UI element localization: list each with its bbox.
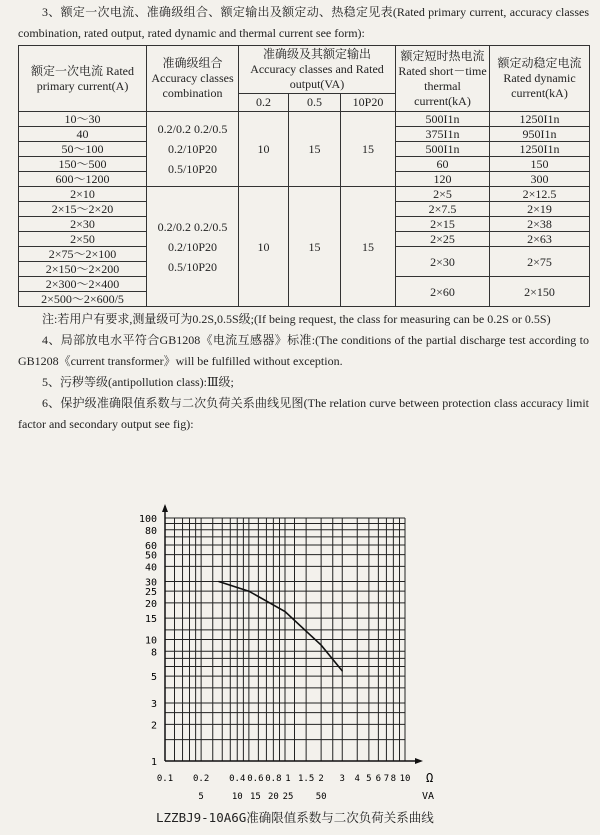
ratings-table xyxy=(18,45,590,307)
y-tick-label: 20 xyxy=(144,598,157,610)
dynamic-cell: 1250I1n xyxy=(490,112,590,127)
dynamic-cell: 2×19 xyxy=(490,202,590,217)
x-tick-label-ohm: 3 xyxy=(339,774,345,784)
output-cell: 10 xyxy=(239,187,289,307)
thermal-cell: 2×30 xyxy=(396,247,490,277)
x-tick-label-va: 20 xyxy=(267,792,279,802)
primary-current-cell: 600～1200 xyxy=(19,172,147,187)
header-primary: 额定一次电流 Rated primary current(A) xyxy=(19,46,147,112)
thermal-cell: 60 xyxy=(396,157,490,172)
primary-current-cell: 2×10 xyxy=(19,187,147,202)
series-point xyxy=(321,644,322,645)
y-tick-label: 30 xyxy=(144,577,157,589)
x-axis-label-ohm: Ω xyxy=(426,771,434,785)
section-3-text: 3、额定一次电流、准确级组合、额定输出及额定动、热稳定见表(Rated primary current, accuracy classes combination, rated output, rated dynamic and thermal current see form): xyxy=(18,5,589,40)
text-flow xyxy=(18,2,589,435)
series-point xyxy=(342,670,343,671)
header-output: 准确级及其额定输出 Accuracy classes and Rated output(VA) xyxy=(239,46,396,94)
x-tick-label-ohm: 0.4 xyxy=(229,774,246,784)
x-tick-label-ohm: 8 xyxy=(390,774,397,784)
x-tick-label-ohm: 6 xyxy=(375,774,382,784)
table-body xyxy=(19,112,590,307)
section-6-text: 6、保护级准确限值系数与二次负荷关系曲线见图(The relation curve between protection class accuracy limit factor and secondary output see fig): xyxy=(18,396,589,431)
thermal-cell: 2×5 xyxy=(396,187,490,202)
primary-current-cell: 2×50 xyxy=(19,232,147,247)
x-tick-label-ohm: 10 xyxy=(399,774,411,784)
series-point xyxy=(248,591,249,592)
y-tick-label: 1 xyxy=(150,757,157,768)
x-axis-arrow-icon xyxy=(415,758,423,764)
table-row xyxy=(19,187,590,202)
section-5-text: 5、污秽等级(antipollution class):Ⅲ级; xyxy=(42,375,234,389)
primary-current-cell: 2×75～2×100 xyxy=(19,247,147,262)
header-class-0.2: 0.2 xyxy=(239,94,289,112)
primary-current-cell: 2×30 xyxy=(19,217,147,232)
x-tick-label-va: 5 xyxy=(198,792,204,802)
x-tick-label-ohm: 0.1 xyxy=(156,774,174,784)
header-combination: 准确级组合 Accuracy classes combination xyxy=(147,46,239,112)
x-tick-label-ohm: 7 xyxy=(383,774,390,784)
header-thermal: 额定短时热电流 Rated short－time thermal current(kA) xyxy=(396,46,490,112)
thermal-cell: 500I1n xyxy=(396,142,490,157)
x-tick-label-ohm: 0.8 xyxy=(265,774,282,784)
primary-current-cell: 2×500～2×600/5 xyxy=(19,292,147,307)
thermal-cell: 375I1n xyxy=(396,127,490,142)
y-tick-label: 10 xyxy=(144,635,157,647)
x-axis-label-va: VA xyxy=(422,791,435,802)
y-tick-label: 25 xyxy=(144,587,157,599)
y-tick-label: 40 xyxy=(144,562,157,574)
thermal-cell: 2×15 xyxy=(396,217,490,232)
y-axis-arrow-icon xyxy=(162,504,168,512)
accuracy-limit-chart xyxy=(0,500,600,805)
header-dynamic: 额定动稳定电流 Rated dynamic current(kA) xyxy=(490,46,590,112)
x-tick-label-va: 15 xyxy=(249,792,261,802)
combination-cell: 0.2/0.2 0.2/0.5 0.2/10P20 0.5/10P20 xyxy=(147,187,239,307)
x-tick-label-ohm: 4 xyxy=(354,774,360,784)
y-tick-label: 5 xyxy=(150,672,157,684)
primary-current-cell: 2×15～2×20 xyxy=(19,202,147,217)
primary-current-cell: 2×300～2×400 xyxy=(19,277,147,292)
y-tick-label: 2 xyxy=(150,720,157,732)
x-tick-label-ohm: 2 xyxy=(318,774,324,784)
x-tick-label-ohm: 1 xyxy=(285,774,291,784)
y-tick-label: 50 xyxy=(144,550,157,562)
dynamic-cell: 300 xyxy=(490,172,590,187)
dynamic-cell: 2×150 xyxy=(490,277,590,307)
header-class-0.5: 0.5 xyxy=(289,94,341,112)
x-tick-label-va: 10 xyxy=(231,792,243,802)
header-class-10p20: 10P20 xyxy=(341,94,396,112)
output-cell: 15 xyxy=(341,187,396,307)
y-tick-label: 3 xyxy=(150,699,157,711)
dynamic-cell: 2×75 xyxy=(490,247,590,277)
primary-current-cell: 40 xyxy=(19,127,147,142)
dynamic-cell: 950I1n xyxy=(490,127,590,142)
combination-cell: 0.2/0.2 0.2/0.5 0.2/10P20 0.5/10P20 xyxy=(147,112,239,187)
output-cell: 15 xyxy=(289,187,341,307)
x-tick-label-va: 25 xyxy=(282,792,294,802)
x-tick-label-ohm: 0.2 xyxy=(192,774,210,784)
chart-caption: LZZBJ9-10A6G准确限值系数与二次负荷关系曲线 xyxy=(156,810,434,825)
primary-current-cell: 150～500 xyxy=(19,157,147,172)
thermal-cell: 2×7.5 xyxy=(396,202,490,217)
thermal-cell: 500I1n xyxy=(396,112,490,127)
table-row xyxy=(19,112,590,127)
primary-current-cell: 50～100 xyxy=(19,142,147,157)
dynamic-cell: 2×63 xyxy=(490,232,590,247)
thermal-cell: 120 xyxy=(396,172,490,187)
thermal-cell: 2×60 xyxy=(396,277,490,307)
section-4-text: 4、局部放电水平符合GB1208《电流互感器》标准:(The conditions of the partial discharge test according to GB1208《current transformer》will be fulfilled without exception. xyxy=(18,333,589,368)
dynamic-cell: 1250I1n xyxy=(490,142,590,157)
dynamic-cell: 2×12.5 xyxy=(490,187,590,202)
dynamic-cell: 150 xyxy=(490,157,590,172)
y-tick-label: 100 xyxy=(138,514,157,525)
y-tick-label: 8 xyxy=(150,647,157,659)
output-cell: 10 xyxy=(239,112,289,187)
series-point xyxy=(218,581,219,582)
dynamic-cell: 2×38 xyxy=(490,217,590,232)
thermal-cell: 2×25 xyxy=(396,232,490,247)
primary-current-cell: 10～30 xyxy=(19,112,147,127)
series-point xyxy=(284,611,285,612)
note-text: 注:若用户有要求,测量级可为0.2S,0.5S级;(If being request, the class for measuring can be 0.2S or 0.5S) xyxy=(42,312,551,326)
output-cell: 15 xyxy=(341,112,396,187)
y-tick-label: 60 xyxy=(144,540,157,552)
x-tick-label-va: 50 xyxy=(315,792,327,802)
output-cell: 15 xyxy=(289,112,341,187)
y-tick-label: 80 xyxy=(144,525,157,537)
x-tick-label-ohm: 0.6 xyxy=(247,774,264,784)
y-tick-label: 15 xyxy=(144,614,157,626)
x-tick-label-ohm: 5 xyxy=(366,774,372,784)
x-tick-label-ohm: 1.5 xyxy=(297,774,315,784)
primary-current-cell: 2×150～2×200 xyxy=(19,262,147,277)
